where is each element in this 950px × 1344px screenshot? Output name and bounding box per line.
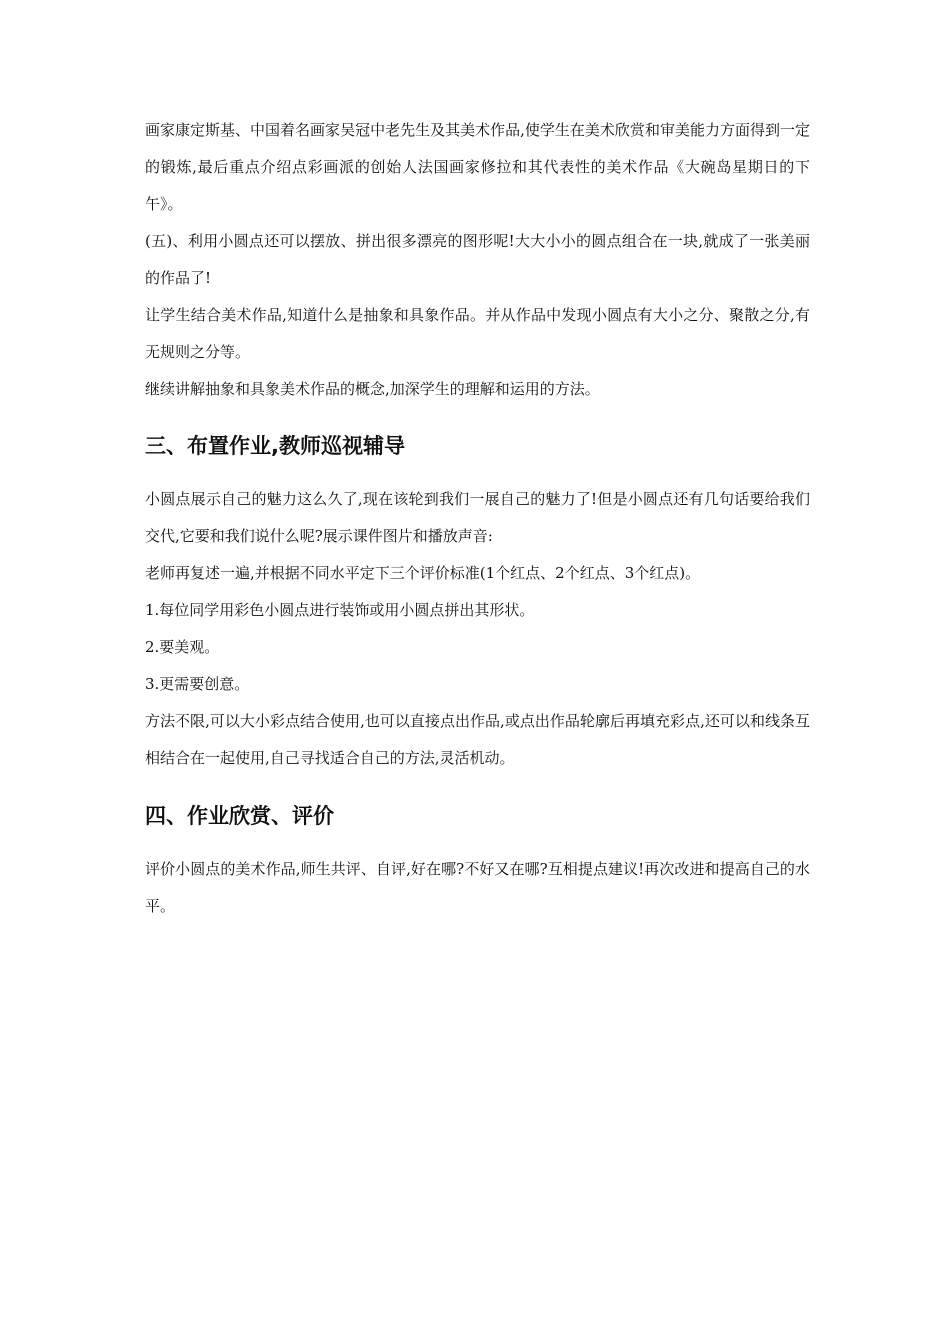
paragraph-evaluation: 评价小圆点的美术作品,师生共评、自评,好在哪?不好又在哪?互相提点建议!再次改进和提高自己的水平。 bbox=[145, 860, 810, 915]
paragraph-artists: 画家康定斯基、中国着名画家吴冠中老先生及其美术作品,使学生在美术欣赏和审美能力方面得到一定的锻炼,最后重点介绍点彩画派的创始人法国画家修拉和其代表性的美术作品《大碗岛星期日的下午》。 bbox=[145, 121, 810, 213]
paragraph-criteria: 老师再复述一遍,并根据不同水平定下三个评价标准(1个红点、2个红点、3个红点)。 bbox=[145, 564, 701, 582]
paragraph-continue-explain: 继续讲解抽象和具象美术作品的概念,加深学生的理解和运用的方法。 bbox=[145, 380, 600, 398]
paragraph-abstract-concrete: 让学生结合美术作品,知道什么是抽象和具象作品。并从作品中发现小圆点有大小之分、聚散之分,有无规则之分等。 bbox=[145, 306, 810, 361]
document-page bbox=[145, 112, 810, 925]
paragraph-methods: 方法不限,可以大小彩点结合使用,也可以直接点出作品,或点出作品轮廓后再填充彩点,还可以和线条互相结合在一起使用,自己寻找适合自己的方法,灵活机动。 bbox=[145, 712, 810, 767]
paragraph-dot-arrangement: (五)、利用小圆点还可以摆放、拼出很多漂亮的图形呢!大大小小的圆点组合在一块,就成了一张美丽的作品了! bbox=[145, 232, 810, 287]
section-heading-assignment: 三、布置作业,教师巡视辅导 bbox=[145, 434, 405, 458]
list-item-requirement-2: 2.要美观。 bbox=[145, 638, 220, 656]
paragraph-dot-charm: 小圆点展示自己的魅力这么久了,现在该轮到我们一展自己的魅力了!但是小圆点还有几句话要给我们交代,它要和我们说什么呢?展示课件图片和播放声音: bbox=[145, 490, 810, 545]
list-item-requirement-3: 3.更需要创意。 bbox=[145, 675, 250, 693]
section-heading-evaluation: 四、作业欣赏、评价 bbox=[145, 804, 334, 828]
list-item-requirement-1: 1.每位同学用彩色小圆点进行装饰或用小圆点拼出其形状。 bbox=[145, 601, 535, 619]
